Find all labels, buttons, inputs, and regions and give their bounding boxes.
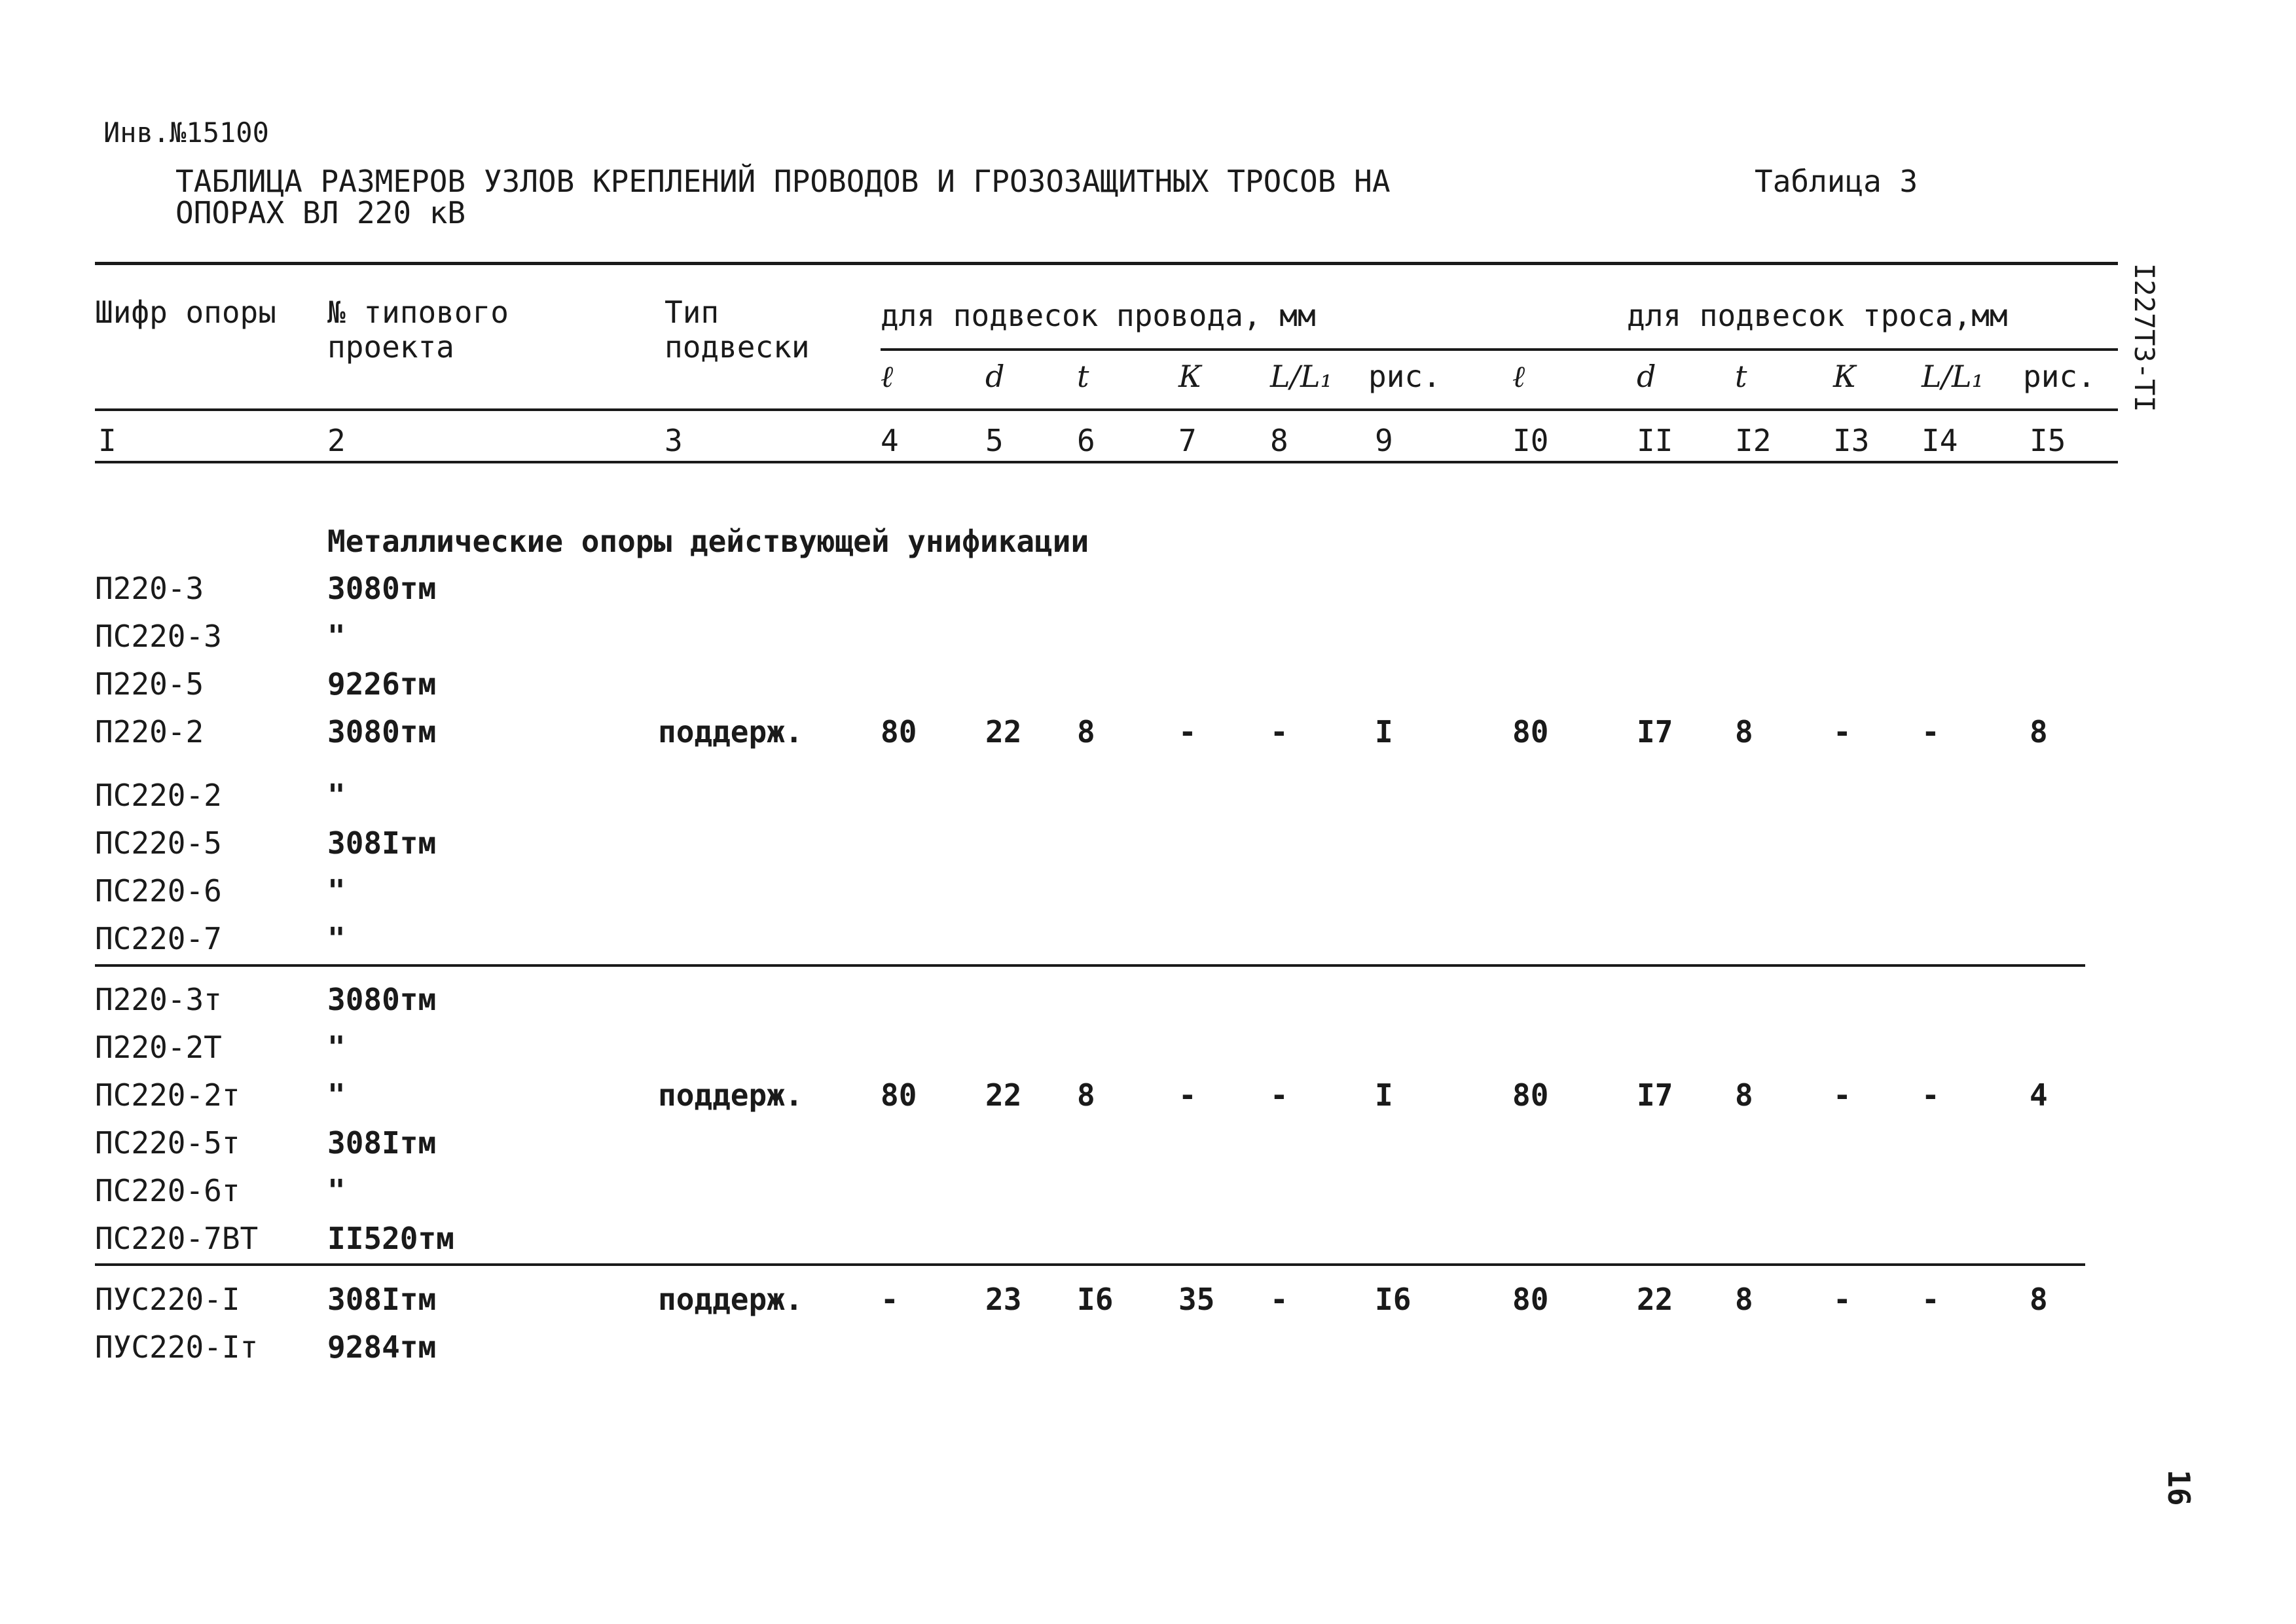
dimension-value: 8 [1735, 1282, 1753, 1317]
subheader-cell: d [985, 359, 1005, 394]
subheader-cell: t [1077, 359, 1089, 394]
dimension-value: 4 [2030, 1077, 2048, 1113]
column-number: I3 [1833, 423, 1870, 458]
project-number: 3080тм [327, 714, 437, 749]
dimension-value: I [1375, 714, 1393, 749]
project-number: 308Iтм [327, 825, 437, 861]
dimension-value: I [1375, 1077, 1393, 1113]
dimension-value: 80 [1512, 1282, 1549, 1317]
subheader-cell: d [1637, 359, 1656, 394]
support-code: ПУС220-Iт [95, 1329, 259, 1365]
project-number: 308Iтм [327, 1125, 437, 1161]
table-title-line1: ТАБЛИЦА РАЗМЕРОВ УЗЛОВ КРЕПЛЕНИЙ ПРОВОДОВ И ГРОЗОЗАЩИТНЫХ ТРОСОВ НА [175, 164, 1391, 199]
dimension-value: 8 [1077, 714, 1095, 749]
column-number: 3 [665, 423, 683, 458]
subheader-cell: ℓ [881, 359, 894, 394]
column-number: 7 [1178, 423, 1197, 458]
dimension-value: 23 [985, 1282, 1022, 1317]
support-code: ПС220-7 [95, 921, 222, 956]
support-code: П220-2 [95, 714, 204, 749]
support-code: ПС220-7ВТ [95, 1221, 259, 1256]
support-code: ПС220-2 [95, 778, 222, 813]
dimension-value: - [1922, 714, 1940, 749]
dimension-value: 22 [985, 1077, 1022, 1113]
dimension-value: I7 [1637, 714, 1673, 749]
dimension-value: - [1833, 1077, 1851, 1113]
suspension-type: поддерж. [658, 1077, 803, 1113]
header-col-code: Шифр опоры [95, 295, 276, 330]
suspension-type: поддерж. [658, 714, 803, 749]
dimension-value: 8 [1077, 1077, 1095, 1113]
dimension-value: - [1270, 714, 1288, 749]
dimension-value: 8 [2030, 714, 2048, 749]
table-top-rule [95, 262, 2118, 265]
group-separator-rule [95, 1263, 2085, 1266]
support-code: П220-5 [95, 666, 204, 702]
group-separator-rule [95, 964, 2085, 967]
support-code: ПС220-2т [95, 1077, 240, 1113]
column-number: II [1637, 423, 1673, 458]
dimension-value: - [1922, 1282, 1940, 1317]
project-number: 9284тм [327, 1329, 437, 1365]
subheader-cell: L/L₁ [1922, 359, 1984, 394]
project-number: " [327, 1030, 346, 1065]
support-code: ПС220-6 [95, 873, 222, 909]
project-number: 308Iтм [327, 1282, 437, 1317]
column-numbers-rule [95, 461, 2118, 463]
column-number: 8 [1270, 423, 1288, 458]
project-number: " [327, 778, 346, 813]
header-group-rule [881, 348, 2118, 351]
project-number: " [327, 1173, 346, 1208]
header-wire-group: для подвесок провода, мм [881, 298, 1316, 333]
column-number: I5 [2030, 423, 2066, 458]
dimension-value: 80 [881, 1077, 917, 1113]
page-number: 16 [2161, 1470, 2196, 1506]
subheader-cell: t [1735, 359, 1747, 394]
header-col-project-1: № типового [327, 295, 509, 330]
subheader-cell: рис. [1368, 359, 1441, 394]
inventory-number: Инв.№15100 [103, 117, 269, 149]
column-number: I2 [1735, 423, 1772, 458]
subheader-cell: К [1833, 359, 1857, 394]
dimension-value: 35 [1178, 1282, 1215, 1317]
support-code: П220-3т [95, 982, 222, 1017]
column-number: 9 [1375, 423, 1393, 458]
support-code: П220-2Т [95, 1030, 222, 1065]
column-number: I0 [1512, 423, 1549, 458]
column-number: 2 [327, 423, 346, 458]
header-col-type-1: Тип [665, 295, 720, 330]
subheader-rule [95, 408, 2118, 411]
dimension-value: - [1270, 1282, 1288, 1317]
column-number: I [98, 423, 117, 458]
table-label: Таблица 3 [1755, 164, 1918, 199]
suspension-type: поддерж. [658, 1282, 803, 1317]
project-number: " [327, 619, 346, 654]
project-number: 9226тм [327, 666, 437, 702]
support-code: ПУС220-I [95, 1282, 240, 1317]
dimension-value: - [1922, 1077, 1940, 1113]
column-number: 4 [881, 423, 899, 458]
subheader-cell: L/L₁ [1270, 359, 1333, 394]
dimension-value: 80 [1512, 714, 1549, 749]
dimension-value: - [1833, 1282, 1851, 1317]
section-title: Металлические опоры действующей унификации [327, 524, 1089, 559]
subheader-cell: рис. [2023, 359, 2096, 394]
column-number: 5 [985, 423, 1004, 458]
dimension-value: - [881, 1282, 899, 1317]
dimension-value: - [1178, 714, 1197, 749]
column-number: I4 [1922, 423, 1958, 458]
dimension-value: 22 [1637, 1282, 1673, 1317]
support-code: ПС220-5т [95, 1125, 240, 1161]
subheader-cell: ℓ [1512, 359, 1525, 394]
dimension-value: - [1833, 714, 1851, 749]
header-col-project-2: проекта [327, 329, 454, 365]
header-col-type-2: подвески [665, 329, 810, 365]
side-code: I227ТЗ-ТI [2128, 263, 2160, 412]
support-code: ПС220-6т [95, 1173, 240, 1208]
dimension-value: 8 [1735, 714, 1753, 749]
project-number: 3080тм [327, 571, 437, 606]
column-number: 6 [1077, 423, 1095, 458]
dimension-value: 80 [881, 714, 917, 749]
project-number: " [327, 1077, 346, 1113]
dimension-value: I7 [1637, 1077, 1673, 1113]
dimension-value: 80 [1512, 1077, 1549, 1113]
dimension-value: - [1178, 1077, 1197, 1113]
dimension-value: I6 [1375, 1282, 1412, 1317]
project-number: " [327, 921, 346, 956]
header-rope-group: для подвесок троса,мм [1627, 298, 2008, 333]
table-title-line2: ОПОРАХ ВЛ 220 кВ [175, 195, 466, 230]
project-number: 3080тм [327, 982, 437, 1017]
dimension-value: - [1270, 1077, 1288, 1113]
support-code: П220-3 [95, 571, 204, 606]
dimension-value: I6 [1077, 1282, 1114, 1317]
support-code: ПС220-5 [95, 825, 222, 861]
support-code: ПС220-3 [95, 619, 222, 654]
dimension-value: 8 [1735, 1077, 1753, 1113]
dimension-value: 22 [985, 714, 1022, 749]
project-number: II520тм [327, 1221, 454, 1256]
dimension-value: 8 [2030, 1282, 2048, 1317]
subheader-cell: К [1178, 359, 1202, 394]
project-number: " [327, 873, 346, 909]
